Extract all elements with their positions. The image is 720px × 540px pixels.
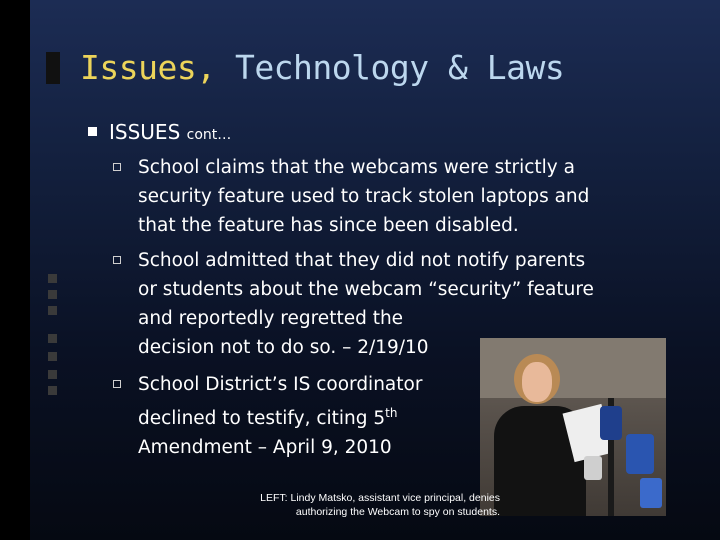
- decorative-bar: [46, 52, 60, 84]
- hollow-square-bullet-icon: [113, 163, 121, 171]
- bullet-line: or students about the webcam “security” feature: [138, 279, 594, 300]
- decorative-square: [48, 386, 57, 395]
- decorative-square: [48, 274, 57, 283]
- microphone-icon: [640, 478, 662, 508]
- bullet-line: School claims that the webcams were strictly a: [138, 157, 575, 178]
- hollow-square-bullet-icon: [113, 256, 121, 264]
- bullet-line: Amendment – April 9, 2010: [138, 437, 392, 459]
- decorative-square: [48, 290, 57, 299]
- person-face: [522, 362, 552, 402]
- microphone-icon: [626, 434, 654, 474]
- decorative-square: [48, 334, 57, 343]
- slide-title: [80, 48, 564, 87]
- caption-line: authorizing the Webcam to spy on students.: [295, 506, 500, 518]
- level1-suffix: cont…: [186, 127, 232, 143]
- caption-line: LEFT: Lindy Matsko, assistant vice principal, denies: [260, 492, 500, 504]
- square-bullet-icon: [88, 127, 97, 136]
- level1-heading: [88, 120, 231, 144]
- decorative-square: [48, 306, 57, 315]
- bullet-item-1: [113, 153, 673, 240]
- photo-background: [480, 338, 666, 398]
- microphone-icon: [584, 456, 602, 480]
- level1-label: ISSUES: [109, 120, 181, 144]
- decorative-square: [48, 352, 57, 361]
- bullet-line: School admitted that they did not notify parents: [138, 250, 586, 271]
- bullet-line: and reportedly regretted the: [138, 308, 404, 329]
- microphone-icon: [600, 406, 622, 440]
- bullet-line: decision not to do so. – 2/19/10: [138, 337, 429, 358]
- photo-caption: [210, 491, 500, 519]
- title-part-2: Technology & Laws: [215, 48, 565, 87]
- title-part-1: Issues,: [80, 48, 216, 87]
- decorative-square: [48, 370, 57, 379]
- bullet-line-text: declined to testify, citing 5: [138, 408, 386, 430]
- bullet-line: that the feature has since been disabled.: [138, 215, 519, 236]
- hollow-square-bullet-icon: [113, 380, 121, 388]
- bullet-line: School District’s IS coordinator: [138, 374, 423, 395]
- ordinal-superscript: th: [385, 406, 398, 420]
- press-conference-photo: [480, 338, 666, 516]
- bullet-line: security feature used to track stolen laptops and: [138, 186, 590, 207]
